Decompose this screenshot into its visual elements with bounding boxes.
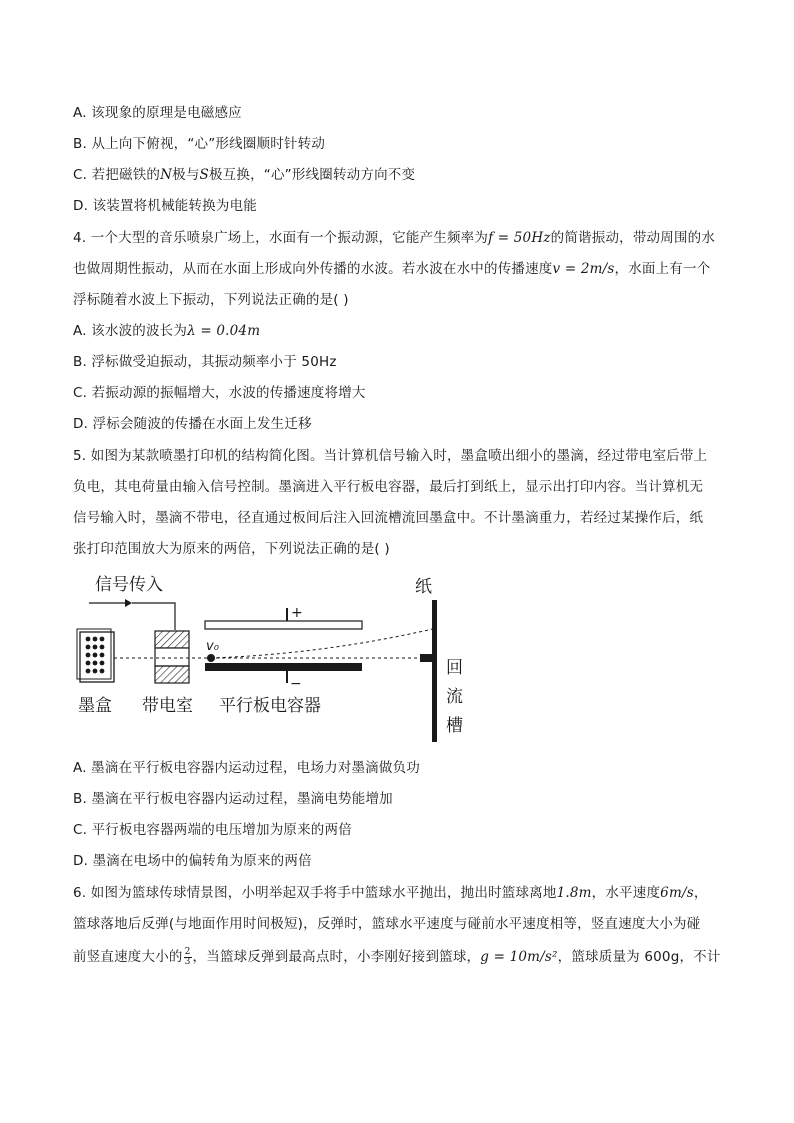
option-text: B. 墨滴在平行板电容器内运动过程，墨滴电势能增加 (73, 791, 393, 807)
stem-text: 也做周期性振动，从而在水面上形成向外传播的水波。若水波在水中的传播速度 (73, 261, 553, 277)
return-label-3: 槽 (446, 716, 463, 736)
signal-label: 信号传入 (95, 575, 163, 595)
stem-text: 4. 一个大型的音乐喷泉广场上，水面有一个振动源，它能产生频率为 (73, 230, 489, 246)
q4-stem-line-2 (73, 259, 733, 279)
math-s-pole: S (199, 167, 209, 183)
option-text: A. 该水波的波长为 (73, 323, 188, 339)
q5-stem-line-2 (73, 477, 733, 497)
q3-option-a (73, 103, 733, 123)
option-text: C. 平行板电容器两端的电压增加为原来的两倍 (73, 822, 352, 838)
q5-stem-line-4 (73, 539, 733, 559)
charge-room-gap (155, 648, 189, 666)
option-text: D. 浮标会随波的传播在水面上发生迁移 (73, 416, 312, 432)
stem-text: 负电，其电荷量由输入信号控制。墨滴进入平行板电容器，最后打到纸上，显示出打印内容。当计算机无 (73, 479, 704, 495)
negative-plate (205, 663, 362, 671)
option-text: D. 该装置将机械能转换为电能 (73, 198, 257, 214)
return-trough (420, 654, 432, 662)
q3-option-d (73, 196, 733, 216)
stem-text: ， (693, 885, 708, 901)
option-text: B. 从上向下俯视，“心”形线圈顺时针转动 (73, 136, 326, 152)
option-text: D. 墨滴在电场中的偏转角为原来的两倍 (73, 853, 312, 869)
q5-option-b (73, 789, 733, 809)
stem-text: 前竖直速度大小的 (73, 949, 183, 965)
stem-text: 6. 如图为篮球传球情景图，小明举起双手将手中篮球水平抛出，抛出时篮球离地 (73, 885, 557, 901)
q5-stem-line-3 (73, 508, 733, 528)
inkjet-printer-diagram (75, 570, 475, 750)
charge-room-top (155, 631, 189, 648)
q5-option-d (73, 851, 733, 871)
option-text: C. 若把磁铁的 (73, 167, 161, 183)
charge-room-label: 带电室 (142, 696, 193, 716)
ink-box-label: 墨盒 (78, 696, 112, 716)
stem-text: ，当篮球反弹到最高点时，小李刚好接到篮球， (192, 949, 481, 965)
q3-option-b (73, 134, 733, 154)
return-label-1: 回 (446, 658, 463, 678)
plus-label: + (291, 605, 303, 621)
math-gravity: g = 10m/s² (480, 949, 558, 965)
q4-option-c (73, 383, 733, 403)
ink-path-deflected (211, 628, 437, 658)
signal-wire (132, 603, 175, 630)
fraction-two-thirds (184, 948, 192, 967)
stem-text: ，水平速度 (591, 885, 661, 901)
q6-stem-line-2 (73, 914, 733, 934)
fraction-denominator: 3 (184, 956, 191, 967)
stem-text: ，篮球质量为 600g，不计 (557, 949, 721, 965)
diagram-svg (75, 570, 475, 750)
q5-option-c (73, 820, 733, 840)
option-text: 极互换，“心”形线圈转动方向不变 (208, 167, 416, 183)
stem-text: 张打印范围放大为原来的两倍，下列说法正确的是( ) (73, 541, 390, 557)
q3-option-c (73, 165, 733, 185)
return-label-2: 流 (446, 687, 463, 707)
math-speed: v = 2m/s (552, 261, 615, 277)
q5-stem-line-1 (73, 446, 733, 466)
v0-label: v₀ (206, 639, 219, 654)
fraction-numerator: 2 (184, 946, 191, 957)
q4-option-d (73, 414, 733, 434)
option-text: C. 若振动源的振幅增大，水波的传播速度将增大 (73, 385, 366, 401)
q4-option-a (73, 321, 733, 341)
math-wavelength: λ = 0.04m (187, 323, 261, 339)
math-frequency: f = 50Hz (488, 230, 551, 246)
math-height: 1.8m (556, 885, 592, 901)
charge-room-bottom (155, 666, 189, 683)
stem-text: ，水面上有一个 (614, 261, 711, 277)
q4-option-b (73, 352, 733, 372)
positive-plate (205, 621, 362, 629)
signal-arrow-head (125, 599, 132, 607)
math-velocity: 6m/s (660, 885, 694, 901)
option-text: B. 浮标做受迫振动，其振动频率小于 50Hz (73, 354, 337, 370)
q4-stem-line-3 (73, 290, 733, 310)
option-text: 极与 (172, 167, 200, 183)
math-n-pole: N (160, 167, 173, 183)
q4-stem-line-1 (73, 228, 733, 248)
stem-text: 信号输入时，墨滴不带电，径直通过板间后注入回流槽流回墨盒中。不计墨滴重力，若经过某操作后，纸 (73, 510, 704, 526)
capacitor-label: 平行板电容器 (219, 696, 321, 716)
paper-sheet (432, 600, 437, 742)
stem-text: 浮标随着水波上下振动，下列说法正确的是( ) (73, 292, 349, 308)
q6-stem-line-3 (73, 947, 733, 967)
paper-label: 纸 (415, 577, 432, 597)
stem-text: 的简谐振动，带动周围的水 (550, 230, 716, 246)
q6-stem-line-1 (73, 883, 733, 903)
q5-option-a (73, 758, 733, 778)
stem-text: 5. 如图为某款喷墨打印机的结构简化图。当计算机信号输入时，墨盒喷出细小的墨滴，经过带电室后带上 (73, 448, 708, 464)
option-text: A. 墨滴在平行板电容器内运动过程，电场力对墨滴做负功 (73, 760, 420, 776)
option-text: A. 该现象的原理是电磁感应 (73, 105, 242, 121)
minus-label: − (290, 676, 302, 692)
stem-text: 篮球落地后反弹(与地面作用时间极短)，反弹时，篮球水平速度与碰前水平速度相等，竖直速度大小为碰 (73, 916, 701, 932)
